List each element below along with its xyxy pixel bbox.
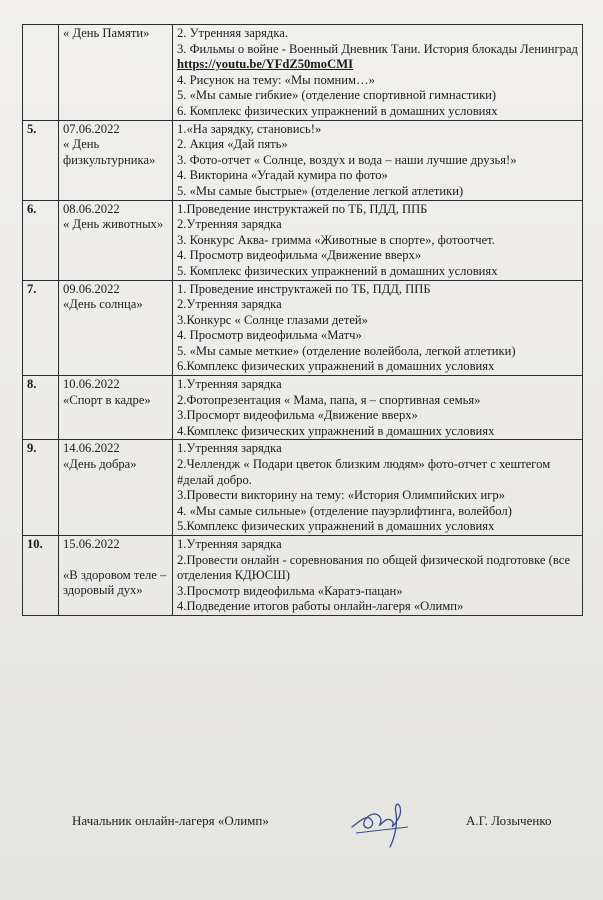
activity-item bbox=[177, 264, 579, 280]
row-number: 8. bbox=[23, 376, 59, 440]
activity-text: 4.Комплекс физических упражнений в домашних условиях bbox=[177, 423, 495, 438]
row-number: 10. bbox=[23, 536, 59, 616]
event-date: 10.06.2022 bbox=[63, 377, 120, 392]
activity-item bbox=[177, 441, 579, 457]
activity-item bbox=[177, 328, 579, 344]
activity-item bbox=[177, 217, 579, 233]
activity-text: 6.Комплекс физических упражнений в домашних условиях bbox=[177, 359, 495, 374]
activity-item bbox=[177, 537, 579, 553]
activity-text: 2. Акция «Дай пять» bbox=[177, 137, 288, 152]
day-theme: «Спорт в кадре» bbox=[63, 392, 151, 407]
date-cell bbox=[59, 280, 173, 376]
day-theme: «День солнца» bbox=[63, 297, 143, 312]
activity-item bbox=[177, 88, 579, 104]
activity-item bbox=[177, 282, 579, 298]
handwritten-signature bbox=[342, 791, 422, 851]
table-row bbox=[23, 120, 583, 200]
activity-text: 1.Утренняя зарядка bbox=[177, 441, 282, 456]
activity-text: 4. «Мы самые сильные» (отделение пауэрлифтинга, волейбол) bbox=[177, 503, 512, 518]
table-row bbox=[23, 536, 583, 616]
date-cell bbox=[59, 200, 173, 280]
activity-text: 1.Утренняя зарядка bbox=[177, 377, 282, 392]
activity-text: 3. Фото-отчет « Солнце, воздух и вода – наши лучшие друзья!» bbox=[177, 152, 517, 167]
schedule-table bbox=[22, 24, 583, 616]
event-date: 09.06.2022 bbox=[63, 281, 120, 296]
row-number: 7. bbox=[23, 280, 59, 376]
activities-cell bbox=[173, 376, 583, 440]
activity-item bbox=[177, 424, 579, 440]
table-row bbox=[23, 200, 583, 280]
activity-text: 2.Челлендж « Подари цветок близким людям» фото-отчет с хештегом #делай добро. bbox=[177, 457, 551, 487]
activity-item bbox=[177, 553, 579, 584]
table-row bbox=[23, 280, 583, 376]
activity-item bbox=[177, 488, 579, 504]
activity-text: 3.Провести викторину на тему: «История Олимпийских игр» bbox=[177, 488, 505, 503]
event-date: 14.06.2022 bbox=[63, 441, 120, 456]
table-row bbox=[23, 376, 583, 440]
activity-text: 5.Комплекс физических упражнений в домашних условиях bbox=[177, 519, 495, 534]
activity-item bbox=[177, 313, 579, 329]
activities-cell bbox=[173, 25, 583, 121]
activity-item bbox=[177, 42, 579, 73]
table-row bbox=[23, 440, 583, 536]
activity-text: 3.Конкурс « Солнце глазами детей» bbox=[177, 312, 368, 327]
activity-text: 3. Конкурс Аква- гримма «Животные в спорте», фотоотчет. bbox=[177, 232, 495, 247]
date-cell bbox=[59, 440, 173, 536]
activity-text: 5. «Мы самые гибкие» (отделение спортивной гимнастики) bbox=[177, 88, 497, 103]
signer-name: А.Г. Лозыченко bbox=[466, 813, 552, 828]
activity-text: 4. Викторина «Угадай кумира по фото» bbox=[177, 168, 388, 183]
activity-text: 1.Проведение инструктажей по ТБ, ПДД, ППБ bbox=[177, 201, 428, 216]
activity-item bbox=[177, 26, 579, 42]
activity-item bbox=[177, 184, 579, 200]
activity-item bbox=[177, 519, 579, 535]
activity-text: 4. Просмотр видеофильма «Матч» bbox=[177, 328, 362, 343]
activity-text: 5. «Мы самые меткие» (отделение волейбола, легкой атлетики) bbox=[177, 343, 516, 358]
activity-text: 4. Рисунок на тему: «Мы помним…» bbox=[177, 72, 375, 87]
activities-cell bbox=[173, 200, 583, 280]
activity-text: 1.Утренняя зарядка bbox=[177, 537, 282, 551]
signer-role: Начальник онлайн-лагеря «Олимп» bbox=[72, 813, 269, 828]
activity-item bbox=[177, 248, 579, 264]
activity-item bbox=[177, 137, 579, 153]
activity-text: 5. Комплекс физических упражнений в домашних условиях bbox=[177, 263, 498, 278]
activities-cell bbox=[173, 120, 583, 200]
day-theme: « День Памяти» bbox=[63, 26, 150, 40]
activity-item bbox=[177, 168, 579, 184]
activities-cell bbox=[173, 536, 583, 616]
event-date: 07.06.2022 bbox=[63, 121, 120, 136]
day-theme: «День добра» bbox=[63, 457, 137, 472]
activities-cell bbox=[173, 280, 583, 376]
activity-item bbox=[177, 584, 579, 600]
day-theme: « День животных» bbox=[63, 217, 164, 232]
activity-text: 3.Просмотр видеофильма «Каратэ-пацан» bbox=[177, 583, 403, 598]
activity-item bbox=[177, 104, 579, 120]
activity-text: 2.Утренняя зарядка bbox=[177, 217, 282, 232]
activity-item bbox=[177, 153, 579, 169]
activity-item bbox=[177, 393, 579, 409]
row-number: 9. bbox=[23, 440, 59, 536]
activity-item bbox=[177, 202, 579, 218]
row-number bbox=[23, 25, 59, 121]
activity-text: 3. Фильмы о войне - Военный Дневник Тани. История блокады Ленинград bbox=[177, 41, 578, 56]
activity-text: 2. Утренняя зарядка. bbox=[177, 26, 288, 40]
activity-text: 4. Просмотр видеофильма «Движение вверх» bbox=[177, 248, 422, 263]
table-row bbox=[23, 25, 583, 121]
activity-text: 5. «Мы самые быстрые» (отделение легкой атлетики) bbox=[177, 183, 464, 198]
row-number: 6. bbox=[23, 200, 59, 280]
date-cell bbox=[59, 25, 173, 121]
day-theme: «В здоровом теле – здоровый дух» bbox=[63, 567, 167, 598]
activity-item bbox=[177, 359, 579, 375]
date-cell bbox=[59, 376, 173, 440]
activity-text: 1. Проведение инструктажей по ТБ, ПДД, ППБ bbox=[177, 281, 431, 296]
activity-text: 2.Фотопрезентация « Мама, папа, я – спортивная семья» bbox=[177, 392, 481, 407]
activities-cell bbox=[173, 440, 583, 536]
activity-item bbox=[177, 408, 579, 424]
date-cell bbox=[59, 536, 173, 616]
activity-item bbox=[177, 504, 579, 520]
event-date: 08.06.2022 bbox=[63, 201, 120, 216]
event-date: 15.06.2022 bbox=[63, 537, 120, 551]
activity-item bbox=[177, 599, 579, 615]
activity-text: 2.Утренняя зарядка bbox=[177, 297, 282, 312]
spacer bbox=[63, 553, 169, 568]
activity-item bbox=[177, 457, 579, 488]
activity-item bbox=[177, 233, 579, 249]
activity-text: 2.Провести онлайн - соревнования по общей физической подготовке (все отделения КДЮСШ) bbox=[177, 552, 571, 583]
activity-item bbox=[177, 344, 579, 360]
day-theme: « День физкультурника» bbox=[63, 137, 156, 167]
video-link[interactable]: https://youtu.be/YFdZ50moCMI bbox=[177, 57, 353, 72]
activity-text: 6. Комплекс физических упражнений в домашних условиях bbox=[177, 103, 498, 118]
row-number: 5. bbox=[23, 120, 59, 200]
activity-item bbox=[177, 377, 579, 393]
activity-text: 3.Просморт видеофильма «Движение вверх» bbox=[177, 408, 418, 423]
activity-item bbox=[177, 122, 579, 138]
activity-text: 1.«На зарядку, становись!» bbox=[177, 121, 322, 136]
date-cell bbox=[59, 120, 173, 200]
activity-text: 4.Подведение итогов работы онлайн-лагеря «Олимп» bbox=[177, 599, 464, 614]
activity-item bbox=[177, 73, 579, 89]
activity-item bbox=[177, 297, 579, 313]
